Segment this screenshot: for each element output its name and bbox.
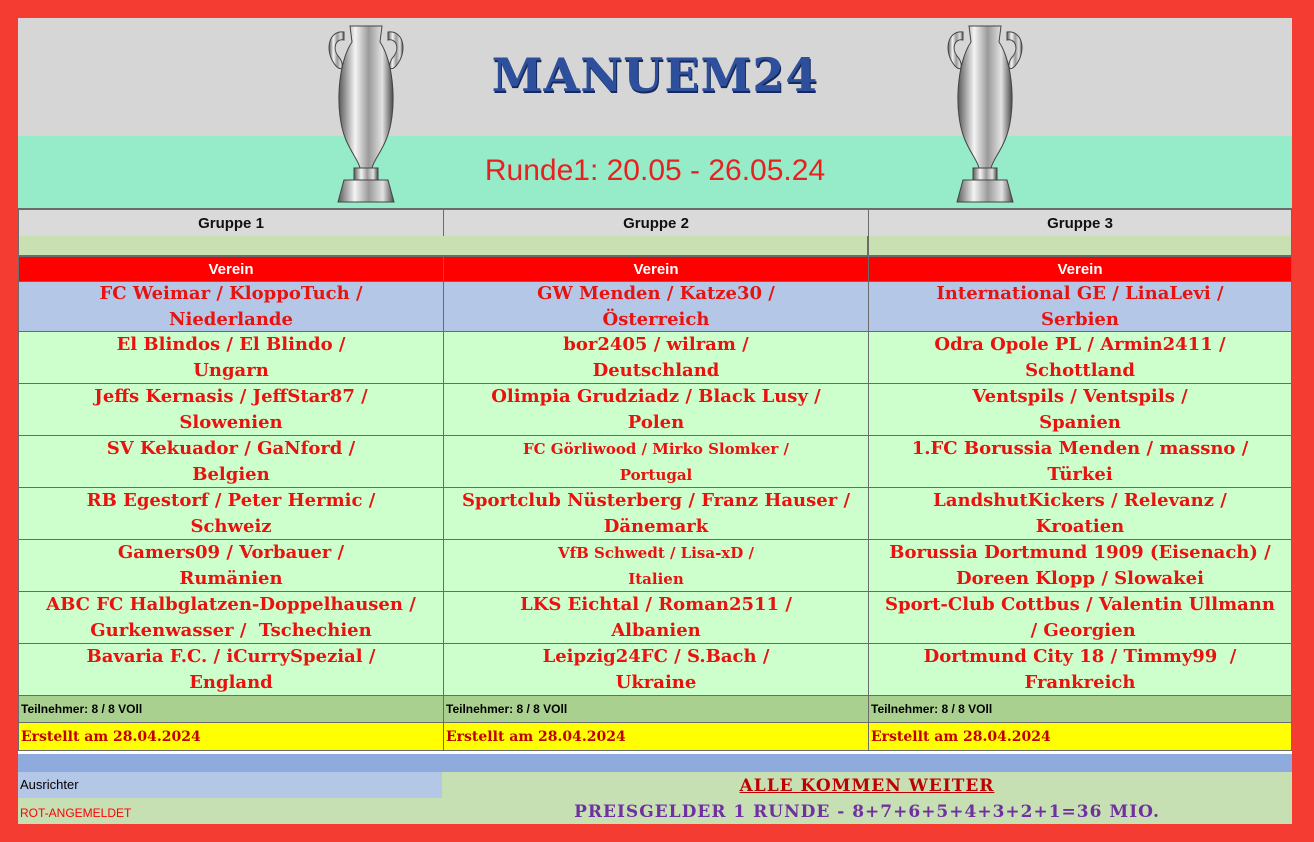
team-nation-line: Niederlande <box>169 308 293 330</box>
team-nation-line: Gurkenwasser / Tschechien <box>90 619 372 641</box>
created-date[interactable]: Erstellt am 28.04.2024 <box>443 723 868 751</box>
team-cell[interactable] <box>443 644 868 696</box>
team-club-line: FC Weimar / KloppoTuch / <box>99 282 363 304</box>
team-nation-line: Frankreich <box>1024 671 1136 693</box>
participants-count[interactable]: Teilnehmer: 8 / 8 VOll <box>443 696 868 723</box>
sheet-frame <box>18 18 1292 824</box>
team-row <box>18 436 1292 488</box>
team-club-line: VfB Schwedt / Lisa-xD / <box>558 543 754 562</box>
column-header-verein[interactable]: Verein <box>443 256 868 282</box>
team-club-line: Borussia Dortmund 1909 (Eisenach) / <box>889 541 1271 563</box>
team-entry <box>87 488 376 540</box>
team-entry <box>889 540 1271 592</box>
groups-table <box>18 208 1292 751</box>
team-cell[interactable] <box>443 282 868 332</box>
team-club-line: FC Görliwood / Mirko Slomker / <box>522 439 790 458</box>
team-cell[interactable] <box>868 282 1292 332</box>
team-entry <box>933 488 1227 540</box>
team-club-line: ABC FC Halbglatzen-Doppelhausen / <box>46 593 416 615</box>
team-cell[interactable] <box>443 436 868 488</box>
team-entry <box>936 281 1223 333</box>
team-nation-line: Italien <box>628 569 684 588</box>
team-club-line: Olimpia Grudziadz / Black Lusy / <box>491 385 821 407</box>
info-panel[interactable] <box>442 772 1292 824</box>
group-3-header[interactable]: Gruppe 3 <box>868 209 1292 237</box>
team-nation-line: Rumänien <box>179 567 283 589</box>
team-entry <box>543 644 770 696</box>
group-2-header[interactable]: Gruppe 2 <box>443 209 868 237</box>
team-nation-line: Schottland <box>1025 359 1135 381</box>
team-cell[interactable] <box>443 592 868 644</box>
team-row <box>18 644 1292 696</box>
team-nation-line: Kroatien <box>1035 515 1125 537</box>
team-club-line: Ventspils / Ventspils / <box>972 385 1188 407</box>
team-entry <box>563 332 748 384</box>
advance-note: ALLE KOMMEN WEITER <box>739 776 995 796</box>
participants-row <box>18 696 1292 723</box>
team-club-line: Sportclub Nüsterberg / Franz Hauser / <box>461 489 851 511</box>
blank-row <box>18 236 1292 256</box>
team-entry <box>972 384 1187 436</box>
column-header-verein[interactable]: Verein <box>18 256 443 282</box>
separator-row <box>18 754 1292 772</box>
team-club-line: Bavaria F.C. / iCurrySpezial / <box>86 645 376 667</box>
team-nation-line: / Georgien <box>1024 619 1136 641</box>
prize-note: PREISGELDER 1 RUNDE - 8+7+6+5+4+3+2+1=36 MIO. <box>574 802 1160 822</box>
team-club-line: SV Kekuador / GaNford / <box>106 437 356 459</box>
group-1-header[interactable]: Gruppe 1 <box>18 209 443 237</box>
team-entry <box>99 281 362 333</box>
team-entry <box>46 592 416 644</box>
team-cell[interactable] <box>18 592 443 644</box>
team-cell[interactable] <box>18 384 443 436</box>
organizer-label[interactable]: Ausrichter <box>18 772 442 798</box>
team-nation-line: Ukraine <box>615 671 697 693</box>
team-club-line: Odra Opole PL / Armin2411 / <box>934 333 1226 355</box>
team-entry <box>520 592 792 644</box>
team-cell[interactable] <box>443 540 868 592</box>
team-row <box>18 384 1292 436</box>
team-nation-line: Dänemark <box>603 515 709 537</box>
team-cell[interactable] <box>18 644 443 696</box>
verein-header-row <box>18 256 1292 282</box>
team-nation-line: Albanien <box>611 619 701 641</box>
team-entry <box>558 540 754 592</box>
team-entry <box>924 644 1237 696</box>
round-dates: Runde1: 20.05 - 26.05.24 <box>484 154 826 187</box>
team-cell[interactable] <box>443 332 868 384</box>
team-row <box>18 332 1292 384</box>
created-row <box>18 723 1292 751</box>
team-club-line: El Blindos / El Blindo / <box>116 333 346 355</box>
group-header-row <box>18 208 1292 236</box>
team-club-line: Sport-Club Cottbus / Valentin Ullmann <box>885 593 1275 615</box>
team-cell[interactable] <box>18 488 443 540</box>
team-cell[interactable] <box>18 540 443 592</box>
team-club-line: Gamers09 / Vorbauer / <box>117 541 345 563</box>
team-club-line: RB Egestorf / Peter Hermic / <box>86 489 376 511</box>
team-nation-line: Österreich <box>602 308 710 330</box>
team-nation-line: Schweiz <box>190 515 272 537</box>
team-nation-line: Doreen Klopp / Slowakei <box>956 567 1204 589</box>
team-cell[interactable] <box>18 332 443 384</box>
team-cell[interactable] <box>868 592 1292 644</box>
team-cell[interactable] <box>868 332 1292 384</box>
team-entry <box>885 592 1275 644</box>
team-row <box>18 540 1292 592</box>
team-rows <box>18 282 1292 696</box>
team-club-line: LKS Eichtal / Roman2511 / <box>520 593 792 615</box>
team-club-line: Jeffs Kernasis / JeffStar87 / <box>94 385 368 407</box>
team-nation-line: England <box>189 671 273 693</box>
team-entry <box>462 488 850 540</box>
team-nation-line: Slowenien <box>179 411 283 433</box>
team-nation-line: Deutschland <box>592 359 720 381</box>
team-nation-line: Polen <box>627 411 685 433</box>
column-header-verein[interactable]: Verein <box>868 256 1292 282</box>
blank-cell[interactable] <box>868 236 1292 256</box>
team-entry <box>912 436 1249 488</box>
team-entry <box>491 384 821 436</box>
team-club-line: Dortmund City 18 / Timmy99 / <box>923 645 1237 667</box>
team-club-line: LandshutKickers / Relevanz / <box>933 489 1227 511</box>
team-nation-line: Ungarn <box>193 359 269 381</box>
team-entry <box>118 540 344 592</box>
participants-count[interactable]: Teilnehmer: 8 / 8 VOll <box>868 696 1292 723</box>
team-cell[interactable] <box>443 488 868 540</box>
participants-count[interactable]: Teilnehmer: 8 / 8 VOll <box>18 696 443 723</box>
team-club-line: Leipzig24FC / S.Bach / <box>542 645 770 667</box>
team-cell[interactable] <box>868 644 1292 696</box>
team-club-line: bor2405 / wilram / <box>563 333 749 355</box>
team-entry <box>523 436 789 488</box>
team-entry <box>107 436 355 488</box>
page-title: MANUEM24 <box>491 48 819 102</box>
team-entry <box>117 332 346 384</box>
blank-cell[interactable] <box>18 236 868 256</box>
team-club-line: GW Menden / Katze30 / <box>537 282 775 304</box>
team-row <box>18 282 1292 332</box>
registered-note[interactable]: ROT-ANGEMELDET <box>18 798 442 824</box>
team-cell[interactable] <box>868 436 1292 488</box>
team-nation-line: Türkei <box>1047 463 1113 485</box>
created-date[interactable]: Erstellt am 28.04.2024 <box>868 723 1292 751</box>
team-entry <box>87 644 376 696</box>
team-row <box>18 592 1292 644</box>
team-club-line: International GE / LinaLevi / <box>936 282 1224 304</box>
team-entry <box>934 332 1225 384</box>
team-nation-line: Portugal <box>619 465 693 484</box>
created-date[interactable]: Erstellt am 28.04.2024 <box>18 723 443 751</box>
team-cell[interactable] <box>868 384 1292 436</box>
team-entry <box>537 281 775 333</box>
team-nation-line: Spanien <box>1039 411 1121 433</box>
team-cell[interactable] <box>868 540 1292 592</box>
team-nation-line: Serbien <box>1041 308 1119 330</box>
team-club-line: 1.FC Borussia Menden / massno / <box>911 437 1249 459</box>
team-nation-line: Belgien <box>192 463 270 485</box>
team-cell[interactable] <box>18 282 443 332</box>
team-cell[interactable] <box>443 384 868 436</box>
team-entry <box>94 384 367 436</box>
team-cell[interactable] <box>868 488 1292 540</box>
team-row <box>18 488 1292 540</box>
team-cell[interactable] <box>18 436 443 488</box>
